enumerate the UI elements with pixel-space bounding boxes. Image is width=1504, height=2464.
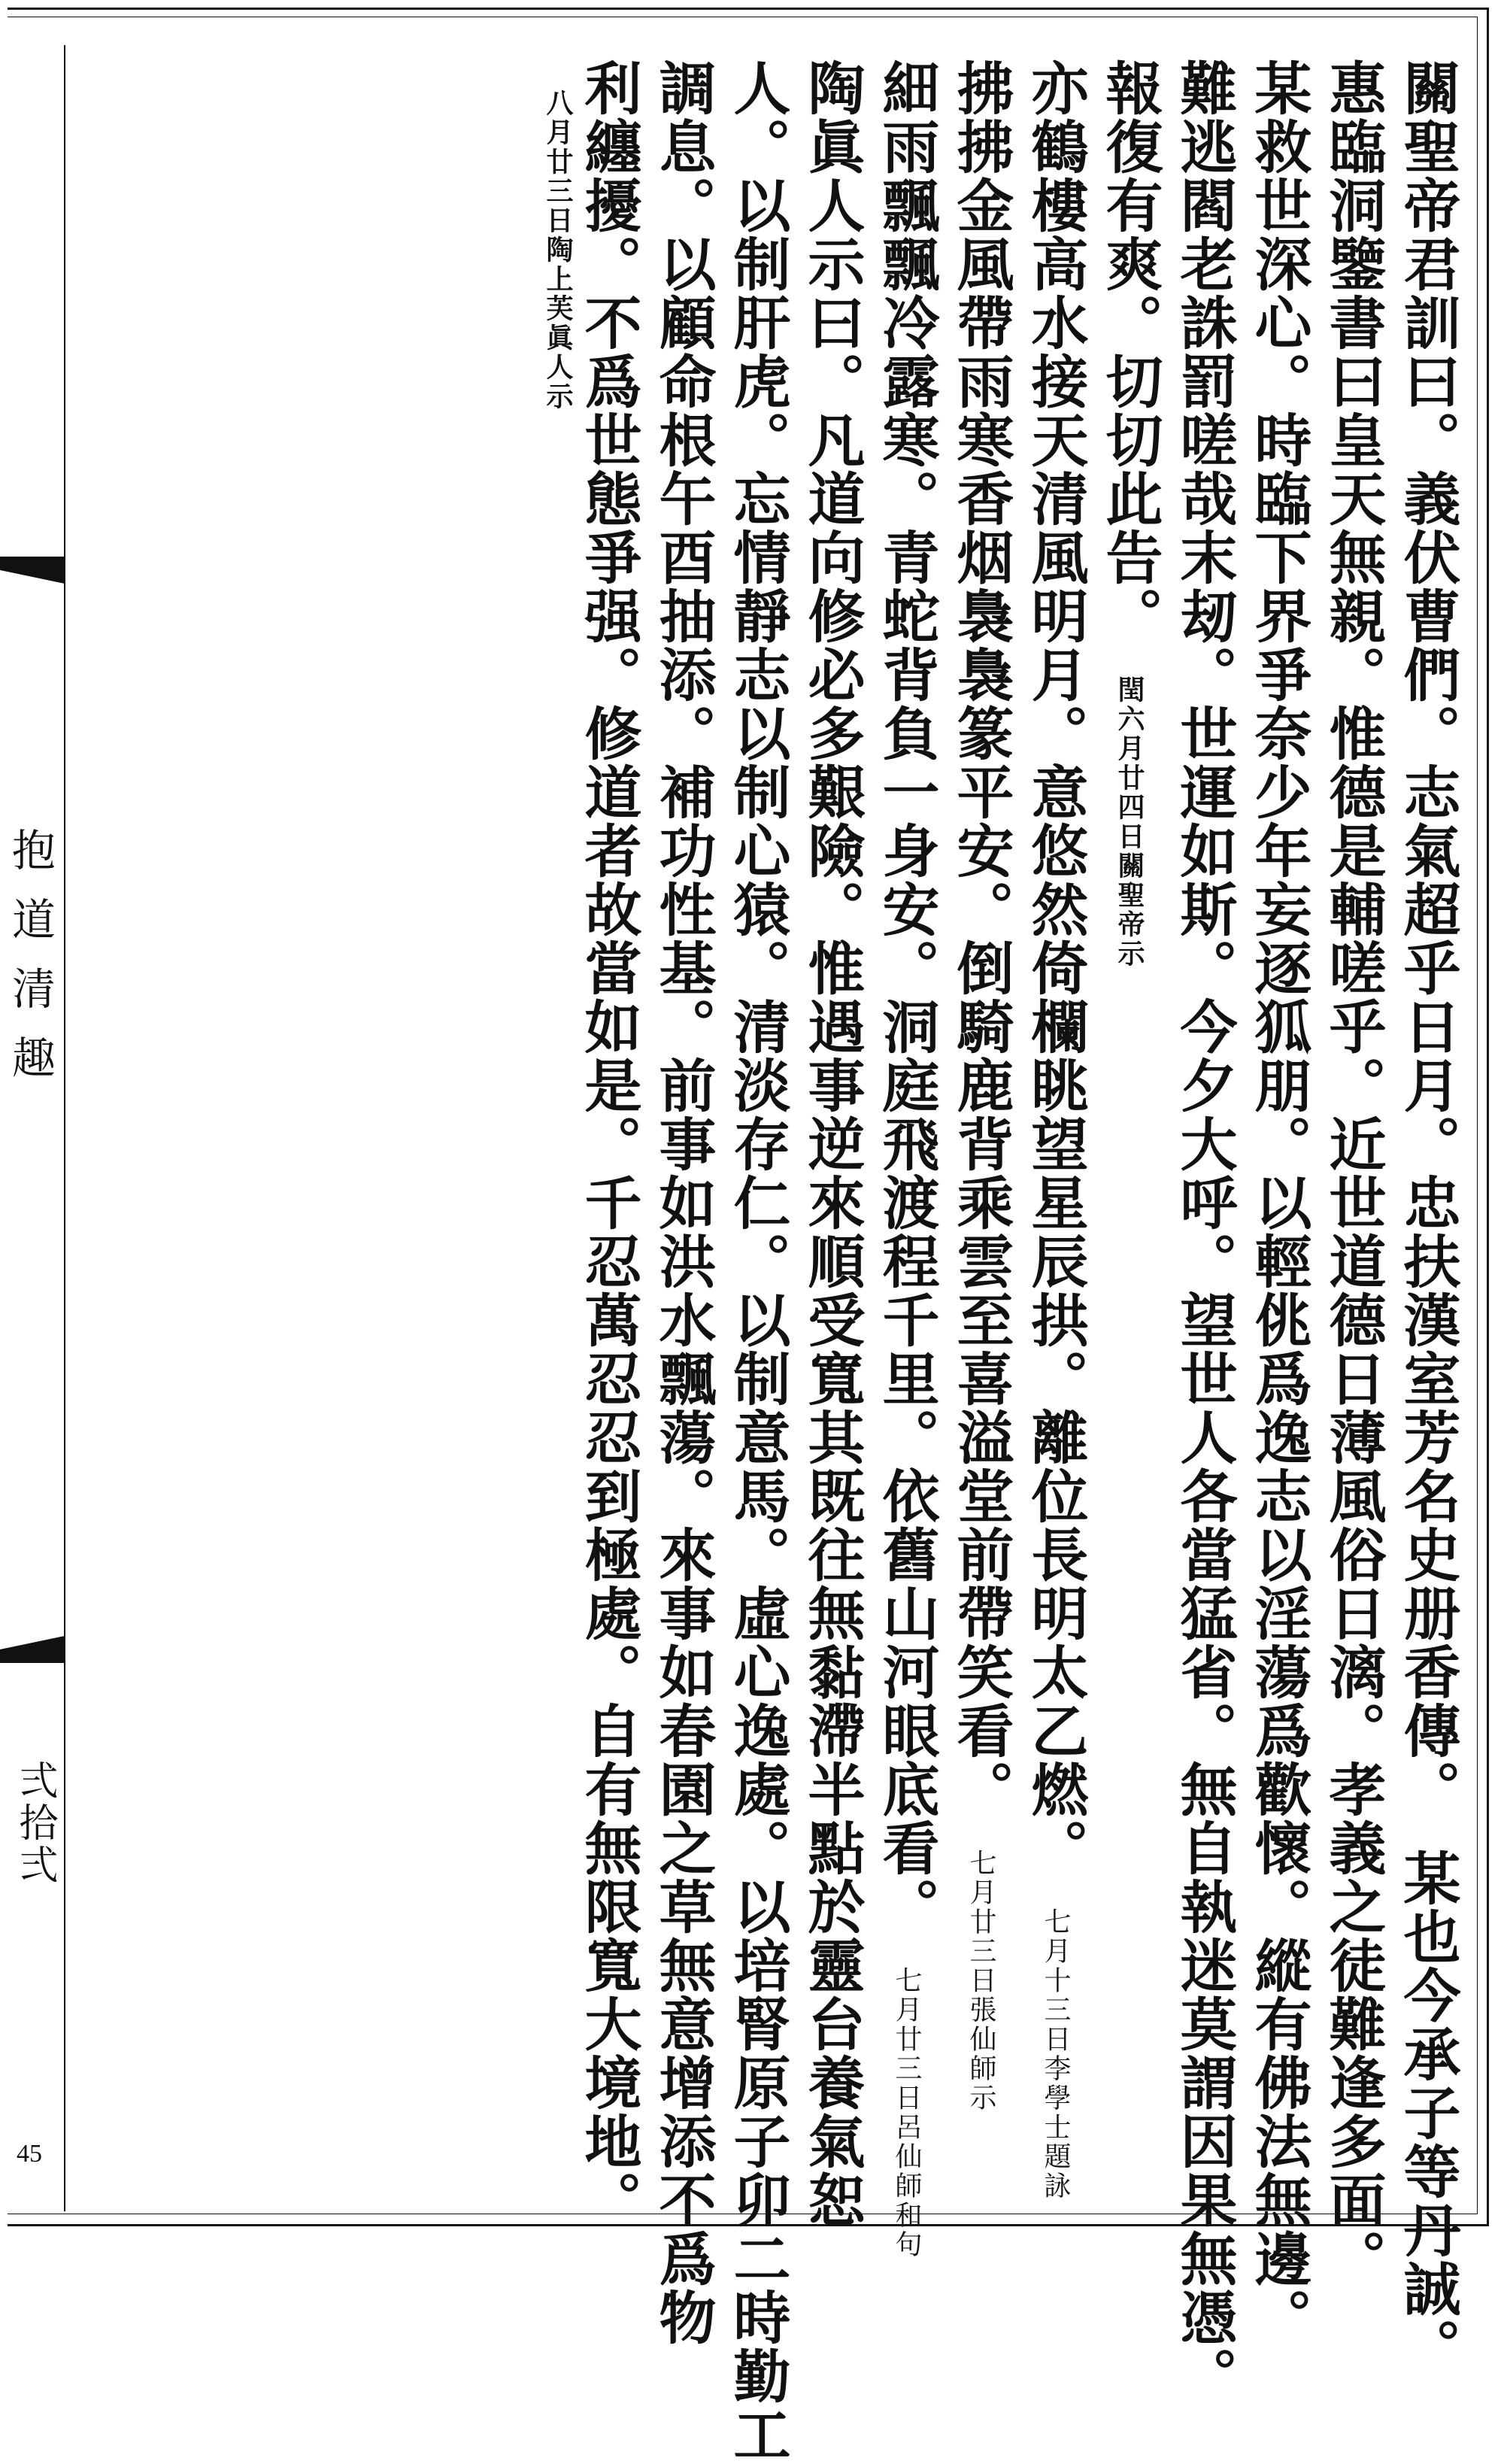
- signature-li: 七月十三日李學士題詠: [1040, 1907, 1071, 2201]
- signature-lu: 七月廿三日呂仙師和句: [891, 1966, 922, 2259]
- signature-zhang: 七月廿三日張仙師示: [966, 1849, 996, 2113]
- text-column: 人。以制肝虎。忘情靜志以制心猿。清淡存仁。以制意馬。虛心逸處。以培腎原子卯二時勤工: [724, 59, 791, 2464]
- text-column: 利纏擾。不爲世態爭强。修道者故當如是。千忍萬忍忍到極處。自有無限寬大境地。: [575, 59, 642, 2229]
- poem-text: 拂拂金風帶雨寒香烟裊裊篆平安。倒騎鹿背乘雲至喜溢堂前帶笑看。: [948, 59, 1014, 1819]
- text-column: 某救世深心。時臨下界爭奈少年妄逐狐朋。以輕佻爲逸志以淫蕩爲歡懷。縱有佛法無邊。: [1245, 59, 1312, 2347]
- closing-line: 報復有爽。切切此告。: [1096, 59, 1163, 645]
- text-column: 調息。以顧命根午酉抽添。補功性基。前事如洪水飄蕩。來事如春園之草無意增添不爲物: [650, 59, 717, 2347]
- page-number: 45: [17, 2140, 42, 2168]
- text-column: 關聖帝君訓曰。義伏曹們。志氣超乎日月。忠扶漢室芳名史册香傳。 某也今承子等丹誠。: [1394, 59, 1461, 2377]
- poem-line: [869, 59, 944, 2259]
- book-title: 抱道清趣: [5, 827, 56, 1104]
- poem-text: 細雨飄飄冷露寒。青蛇背負一身安。洞庭飛渡程千里。依舊山河眼底看。: [873, 59, 940, 1936]
- text-column: 惠臨洞鑒書曰皇天無親。惟德是輔嗟乎。近世道德日薄風俗日漓。孝義之徒難逢多面。: [1320, 59, 1387, 2288]
- text-column: 難逃閻老誅罰嗟哉末刼。世運如斯。今夕大呼。望世人各當猛省。無自執迷莫謂因果無憑。: [1171, 59, 1238, 2405]
- page-number-chinese: 弍拾弍: [12, 1760, 57, 1886]
- text-column: 陶眞人示曰。凡道向修必多艱險。惟遇事逆來順受寬其既往無黏滯半點於靈台養氣恕: [799, 59, 866, 2229]
- poem-line: [944, 59, 1018, 2195]
- signature-tao: 八月廿三日陶上芙眞人示: [542, 89, 574, 411]
- margin-rule: [64, 45, 65, 2211]
- main-text: [542, 59, 1465, 2464]
- signature-guan: 閏六月廿四日關聖帝示: [1114, 675, 1145, 969]
- poem-line: [1018, 59, 1093, 2201]
- text-column: [1093, 59, 1167, 2195]
- poem-text: 亦鶴樓高水接天清風明月。意悠然倚欄眺望星辰拱。離位長明太乙燃。: [1022, 59, 1089, 1877]
